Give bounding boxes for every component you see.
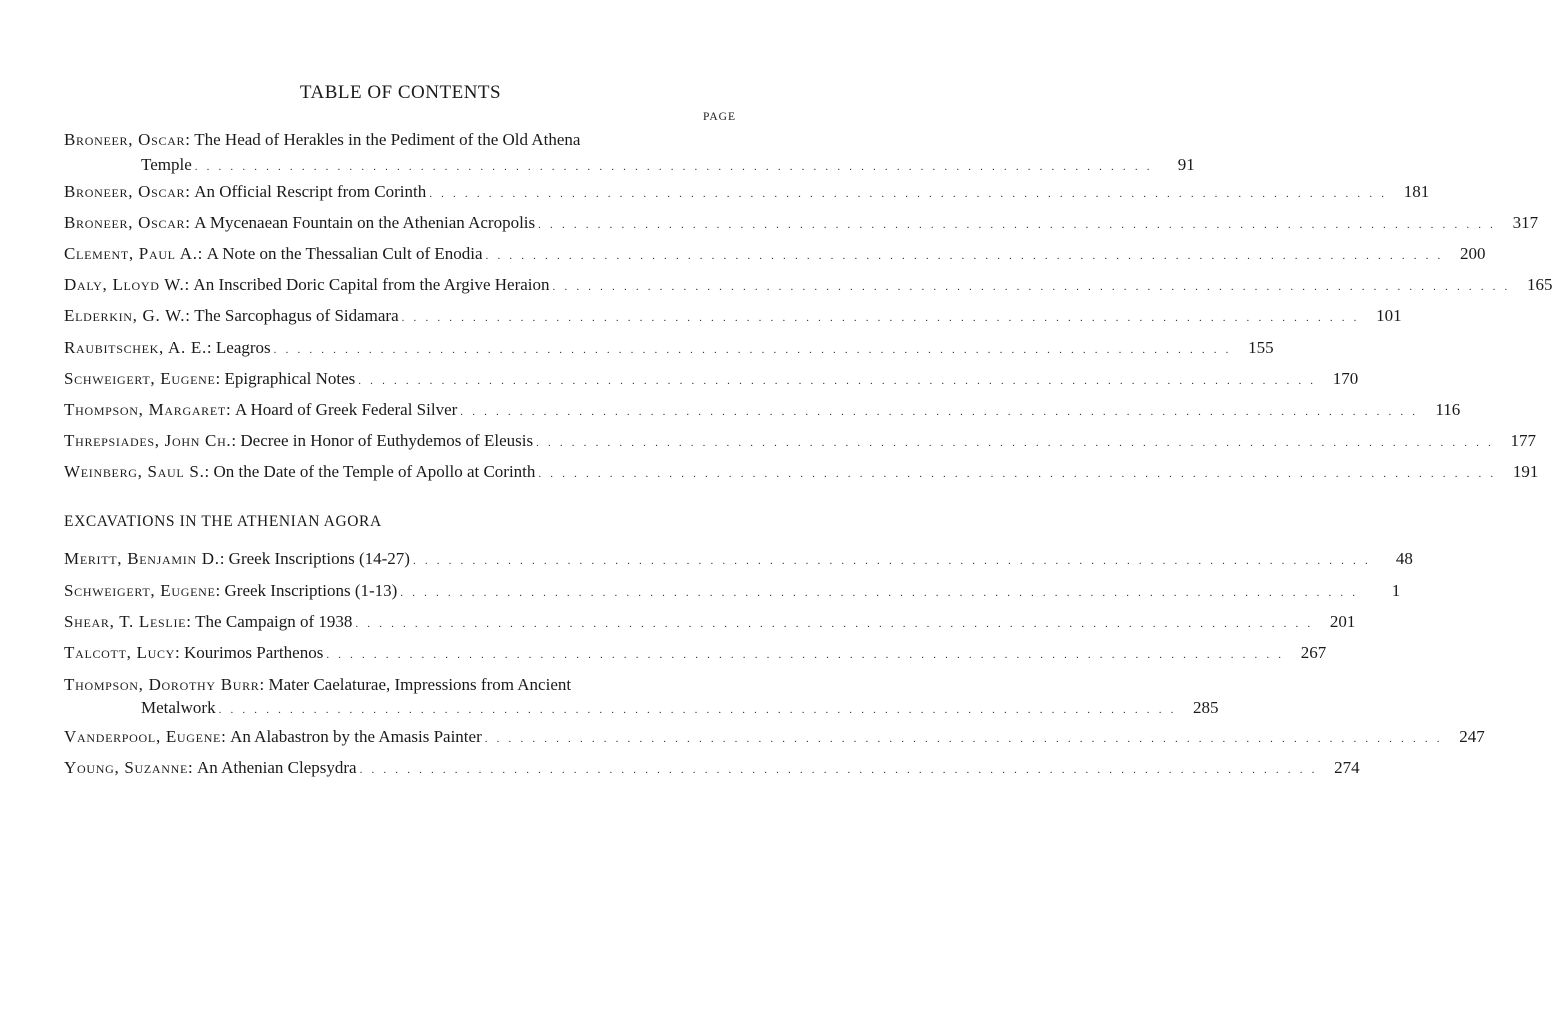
entry-page: 200	[1460, 244, 1486, 263]
entry-title-continued: Temple	[141, 155, 192, 174]
entry-title: An Official Rescript from Corinth	[194, 182, 427, 201]
entry-page: 48	[1395, 549, 1413, 568]
dot-leader: . . . . . . . . . . . . . . . . . . . . . . . . . . . . . . . . . . . . . . . . . . . . . . . . . . . . . . . . . . . . . . . . . . . . . . . . . . . . . . . . .	[400, 587, 1359, 599]
entry-title: Mater Caelaturae, Impressions from Ancient	[268, 675, 572, 694]
dot-leader: . . . . . . . . . . . . . . . . . . . . . . . . . . . . . . . . . . . . . . . . . . . . . . . . . . . . . . . . . . . . . . . . . . . . . . . . . . . . . . . . .	[355, 618, 1314, 630]
contents-entry: Broneer, Oscar : A Mycenaean Fountain on the Athenian Acropolis . . . . . . . . . . . . . . . . . . . . . . . . . . . . . . . . . . . . . . . . . . . . . . . . . . . . . . . . . . . . . . . . . . . . . . . . . . . . . . . . . 317	[64, 212, 736, 236]
entry-author: Broneer, Oscar	[64, 182, 186, 201]
entry-author: Weinberg, Saul S.	[64, 462, 205, 481]
contents-entry: Schweigert, Eugene : Greek Inscriptions (1-13) . . . . . . . . . . . . . . . . . . . . . . . . . . . . . . . . . . . . . . . . . . . . . . . . . . . . . . . . . . . . . . . . . . . . . . . . . . . . . . . . . 1	[64, 580, 736, 604]
dot-leader: . . . . . . . . . . . . . . . . . . . . . . . . . . . . . . . . . . . . . . . . . . . . . . . . . . . . . . . . . . . . . . . . . . . . . . . . . . . . . . . . .	[326, 649, 1285, 661]
entry-page: 247	[1459, 727, 1485, 746]
dot-leader: . . . . . . . . . . . . . . . . . . . . . . . . . . . . . . . . . . . . . . . . . . . . . . . . . . . . . . . . . . . . . . . . . . . . . . . . . . . . . . . . .	[484, 733, 1443, 745]
entry-page: 165	[1527, 275, 1553, 294]
entry-author: Schweigert, Eugene	[64, 369, 216, 388]
dot-leader: . . . . . . . . . . . . . . . . . . . . . . . . . . . . . . . . . . . . . . . . . . . . . . . . . . . . . . . . . . . . . . . . . . . . . . . . . . . . . . . . .	[218, 704, 1177, 716]
entry-author: Talcott, Lucy	[64, 643, 176, 662]
entry-author: Broneer, Oscar	[64, 213, 186, 232]
dot-leader: . . . . . . . . . . . . . . . . . . . . . . . . . . . . . . . . . . . . . . . . . . . . . . . . . . . . . . . . . . . . . . . . . . . . . . . . . . . . . . . . .	[412, 555, 1371, 567]
entry-title: A Note on the Thessalian Cult of Enodia	[206, 244, 483, 263]
contents-entry: Clement, Paul A. : A Note on the Thessalian Cult of Enodia . . . . . . . . . . . . . . . . . . . . . . . . . . . . . . . . . . . . . . . . . . . . . . . . . . . . . . . . . . . . . . . . . . . . . . . . . . . . . . . . . 200	[64, 243, 736, 267]
entry-author: Vanderpool, Eugene	[64, 727, 222, 746]
entry-author: Threpsiades, John Ch.	[64, 431, 232, 450]
entry-page: 191	[1512, 462, 1539, 481]
contents-entry: Threpsiades, John Ch. : Decree in Honor of Euthydemos of Eleusis . . . . . . . . . . . . . . . . . . . . . . . . . . . . . . . . . . . . . . . . . . . . . . . . . . . . . . . . . . . . . . . . . . . . . . . . . . . . . . . . . 177	[64, 430, 736, 454]
entry-title: Decree in Honor of Euthydemos of Eleusis	[240, 431, 534, 450]
entry-title: The Campaign of 1938	[195, 612, 353, 631]
entry-title: Kourimos Parthenos	[184, 643, 324, 662]
entry-page: 1	[1391, 581, 1401, 600]
entry-title: An Inscribed Doric Capital from the Argive Heraion	[193, 275, 550, 294]
entry-title: A Mycenaean Fountain on the Athenian Acropolis	[194, 213, 536, 232]
dot-leader: . . . . . . . . . . . . . . . . . . . . . . . . . . . . . . . . . . . . . . . . . . . . . . . . . . . . . . . . . . . . . . . . . . . . . . . . . . . . . . . . .	[460, 406, 1419, 418]
entry-page: 181	[1403, 182, 1430, 201]
dot-leader: . . . . . . . . . . . . . . . . . . . . . . . . . . . . . . . . . . . . . . . . . . . . . . . . . . . . . . . . . . . . . . . . . . . . . . . . . . . . . . . . .	[273, 344, 1232, 356]
contents-entry: Broneer, Oscar : The Head of Herakles in the Pediment of the Old Athena Temple . . . . . . . . . . . . . . . . . . . . . . . . . . . . . . . . . . . . . . . . . . . . . . . . . . . . . . . . . . . . . . . . . . . . . . . . . . . . . . . . . 91	[64, 129, 736, 178]
entry-page: 116	[1435, 400, 1461, 419]
dot-leader: . . . . . . . . . . . . . . . . . . . . . . . . . . . . . . . . . . . . . . . . . . . . . . . . . . . . . . . . . . . . . . . . . . . . . . . . . . . . . . . . .	[429, 188, 1388, 200]
entry-page: 170	[1332, 369, 1359, 388]
entry-title: Epigraphical Notes	[224, 369, 356, 388]
contents-entry: Weinberg, Saul S. : On the Date of the Temple of Apollo at Corinth . . . . . . . . . . . . . . . . . . . . . . . . . . . . . . . . . . . . . . . . . . . . . . . . . . . . . . . . . . . . . . . . . . . . . . . . . . . . . . . . . 191	[64, 461, 736, 485]
entry-title: On the Date of the Temple of Apollo at Corinth	[213, 462, 536, 481]
dot-leader: . . . . . . . . . . . . . . . . . . . . . . . . . . . . . . . . . . . . . . . . . . . . . . . . . . . . . . . . . . . . . . . . . . . . . . . . . . . . . . . . .	[401, 312, 1360, 324]
contents-entry: Broneer, Oscar : An Official Rescript from Corinth . . . . . . . . . . . . . . . . . . . . . . . . . . . . . . . . . . . . . . . . . . . . . . . . . . . . . . . . . . . . . . . . . . . . . . . . . . . . . . . . . 181	[64, 181, 736, 205]
entry-author: Daly, Lloyd W.	[64, 275, 185, 294]
entry-page: 285	[1193, 698, 1219, 717]
dot-leader: . . . . . . . . . . . . . . . . . . . . . . . . . . . . . . . . . . . . . . . . . . . . . . . . . . . . . . . . . . . . . . . . . . . . . . . . . . . . . . . . .	[359, 764, 1318, 776]
contents-entry: Raubitschek, A. E. : Leagros . . . . . . . . . . . . . . . . . . . . . . . . . . . . . . . . . . . . . . . . . . . . . . . . . . . . . . . . . . . . . . . . . . . . . . . . . . . . . . . . . 155	[64, 337, 736, 361]
entry-title: Leagros	[215, 338, 271, 357]
contents-entry: Thompson, Margaret : A Hoard of Greek Federal Silver . . . . . . . . . . . . . . . . . . . . . . . . . . . . . . . . . . . . . . . . . . . . . . . . . . . . . . . . . . . . . . . . . . . . . . . . . . . . . . . . . 116	[64, 399, 736, 423]
entry-author: Broneer, Oscar	[64, 130, 186, 149]
dot-leader: . . . . . . . . . . . . . . . . . . . . . . . . . . . . . . . . . . . . . . . . . . . . . . . . . . . . . . . . . . . . . . . . . . . . . . . . . . . . . . . . .	[552, 281, 1511, 293]
dot-leader: . . . . . . . . . . . . . . . . . . . . . . . . . . . . . . . . . . . . . . . . . . . . . . . . . . . . . . . . . . . . . . . . . . . . . . . . . . . . . . . . .	[358, 375, 1317, 387]
entry-title: Greek Inscriptions (1-13)	[224, 581, 398, 600]
contents-entry: Vanderpool, Eugene : An Alabastron by the Amasis Painter . . . . . . . . . . . . . . . . . . . . . . . . . . . . . . . . . . . . . . . . . . . . . . . . . . . . . . . . . . . . . . . . . . . . . . . . . . . . . . . . . 247	[64, 726, 736, 750]
entry-page: 201	[1329, 612, 1356, 631]
entry-author: Schweigert, Eugene	[64, 581, 216, 600]
entry-author: Elderkin, G. W.	[64, 306, 186, 325]
dot-leader: . . . . . . . . . . . . . . . . . . . . . . . . . . . . . . . . . . . . . . . . . . . . . . . . . . . . . . . . . . . . . . . . . . . . . . . . . . . . . . . . .	[485, 250, 1444, 262]
entry-author: Thompson, Dorothy Burr	[64, 675, 260, 694]
entry-author: Thompson, Margaret	[64, 400, 226, 419]
entry-page: 101	[1376, 306, 1402, 325]
dot-leader: . . . . . . . . . . . . . . . . . . . . . . . . . . . . . . . . . . . . . . . . . . . . . . . . . . . . . . . . . . . . . . . . . . . . . . . . . . . . . . . . .	[538, 468, 1497, 480]
entry-title: Greek Inscriptions (14-27)	[228, 549, 410, 568]
entry-title-continued: Metalwork	[141, 698, 216, 717]
entry-page: 317	[1512, 213, 1539, 232]
entry-author: Meritt, Benjamin D.	[64, 549, 220, 568]
contents-entry: Schweigert, Eugene : Epigraphical Notes . . . . . . . . . . . . . . . . . . . . . . . . . . . . . . . . . . . . . . . . . . . . . . . . . . . . . . . . . . . . . . . . . . . . . . . . . . . . . . . . . 170	[64, 368, 736, 392]
entry-title: An Athenian Clepsydra	[197, 758, 357, 777]
entry-author: Raubitschek, A. E.	[64, 338, 207, 357]
entry-title: The Head of Herakles in the Pediment of the Old Athena	[194, 130, 581, 149]
contents-entry: Shear, T. Leslie : The Campaign of 1938 . . . . . . . . . . . . . . . . . . . . . . . . . . . . . . . . . . . . . . . . . . . . . . . . . . . . . . . . . . . . . . . . . . . . . . . . . . . . . . . . . 201	[64, 611, 736, 635]
entry-page: 91	[1177, 155, 1195, 174]
entry-page: 155	[1248, 338, 1274, 357]
entry-title: An Alabastron by the Amasis Painter	[230, 727, 482, 746]
entry-page: 177	[1510, 431, 1537, 450]
contents-entry: Talcott, Lucy : Kourimos Parthenos . . . . . . . . . . . . . . . . . . . . . . . . . . . . . . . . . . . . . . . . . . . . . . . . . . . . . . . . . . . . . . . . . . . . . . . . . . . . . . . . . 267	[64, 642, 736, 666]
entry-author: Clement, Paul A.	[64, 244, 198, 263]
contents-entry: Daly, Lloyd W. : An Inscribed Doric Capital from the Argive Heraion . . . . . . . . . . . . . . . . . . . . . . . . . . . . . . . . . . . . . . . . . . . . . . . . . . . . . . . . . . . . . . . . . . . . . . . . . . . . . . . . . 165	[64, 274, 736, 298]
contents-entry: Thompson, Dorothy Burr : Mater Caelaturae, Impressions from Ancient Metalwork . . . . . . . . . . . . . . . . . . . . . . . . . . . . . . . . . . . . . . . . . . . . . . . . . . . . . . . . . . . . . . . . . . . . . . . . . . . . . . . . . 285	[64, 674, 736, 721]
section-heading: EXCAVATIONS IN THE ATHENIAN AGORA	[64, 513, 382, 530]
entry-title: A Hoard of Greek Federal Silver	[234, 400, 458, 419]
dot-leader: . . . . . . . . . . . . . . . . . . . . . . . . . . . . . . . . . . . . . . . . . . . . . . . . . . . . . . . . . . . . . . . . . . . . . . . . . . . . . . . . .	[536, 437, 1495, 449]
entry-page: 274	[1334, 758, 1360, 777]
entry-author: Young, Suzanne	[64, 758, 189, 777]
contents-entry: Meritt, Benjamin D. : Greek Inscriptions (14-27) . . . . . . . . . . . . . . . . . . . . . . . . . . . . . . . . . . . . . . . . . . . . . . . . . . . . . . . . . . . . . . . . . . . . . . . . . . . . . . . . . 48	[64, 548, 736, 572]
dot-leader: . . . . . . . . . . . . . . . . . . . . . . . . . . . . . . . . . . . . . . . . . . . . . . . . . . . . . . . . . . . . . . . . . . . . . . . . . . . . . . . . .	[194, 161, 1153, 173]
page-column-label: PAGE	[703, 111, 736, 123]
entry-author: Shear, T. Leslie	[64, 612, 187, 631]
page-title: TABLE OF CONTENTS	[299, 82, 502, 103]
entry-page: 267	[1300, 643, 1327, 662]
dot-leader: . . . . . . . . . . . . . . . . . . . . . . . . . . . . . . . . . . . . . . . . . . . . . . . . . . . . . . . . . . . . . . . . . . . . . . . . . . . . . . . . .	[538, 219, 1497, 231]
contents-entry: Young, Suzanne : An Athenian Clepsydra . . . . . . . . . . . . . . . . . . . . . . . . . . . . . . . . . . . . . . . . . . . . . . . . . . . . . . . . . . . . . . . . . . . . . . . . . . . . . . . . . 274	[64, 757, 736, 781]
entry-title: The Sarcophagus of Sidamara	[194, 306, 399, 325]
contents-entry: Elderkin, G. W. : The Sarcophagus of Sidamara . . . . . . . . . . . . . . . . . . . . . . . . . . . . . . . . . . . . . . . . . . . . . . . . . . . . . . . . . . . . . . . . . . . . . . . . . . . . . . . . . 101	[64, 305, 736, 329]
